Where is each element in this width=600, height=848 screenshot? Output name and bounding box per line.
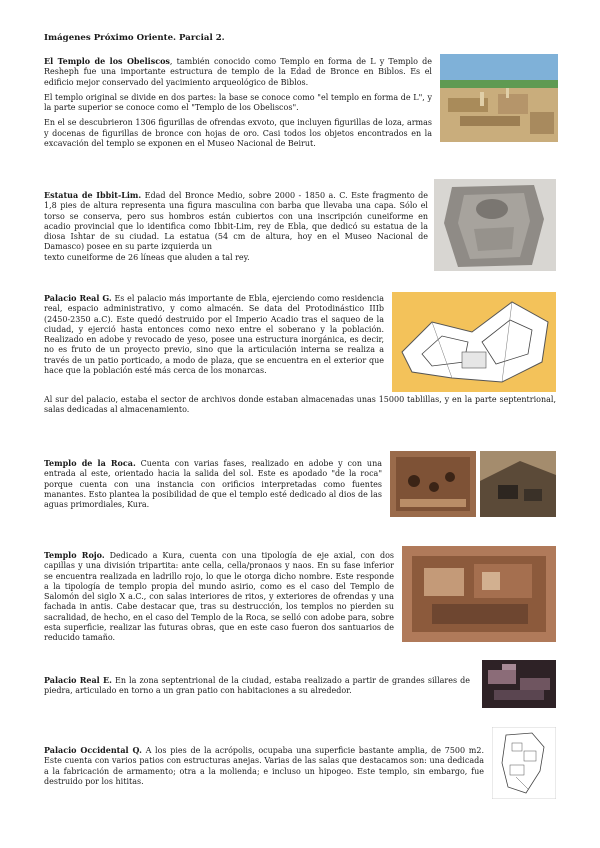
ibbit-lim-statue-photo [434,179,556,271]
section-palacio-real-g-cont [44,395,556,421]
paragraph [44,293,384,376]
section-templo-roca [44,458,382,515]
paragraph-text: Edad del Bronce Medio, sobre 2000 - 1850 a. C. Este fragmento de 1,8 pies de altura representa una figura masculina con barba que llevaba una capa. Sólo el torso se conserva, pero sus hombros están cubiertos con una inscripción cuneiforme en acadio provincial que lo identifica como Ibbit-Lim, rey de Ebla, que dedicó su estatua de la diosa Ishtar de su ciudad. La estatua (54 cm de altura, hoy en el Museo Nacional de Damasco) posee en su parte izquierda un [44,191,429,252]
paragraph-text: , también conocido como Templo en forma de L y Templo de Resheph fue una importante estructura de templo de la Edad de Bronce en Biblos. Es el edificio mejor conservado del yacimiento arqueológico de Biblos. [44,57,432,87]
page-title: Imágenes Próximo Oriente. Parcial 2. [44,33,225,43]
section-heading: Estatua de Ibbit-Lim. [44,190,142,200]
palacio-e-photo [482,660,556,708]
paragraph [44,458,382,510]
paragraph: En el se descubrieron 1306 figurillas de ofrendas exvoto, que incluyen figurillas de loza, armas y docenas de figurillas de bronce con hojas de oro. Casi todos los objetos encontrados en la excavación del templo se exponen en el Museo Nacional de Beirut. [44,118,432,149]
paragraph [44,550,394,644]
paragraph-text: Dedicado a Kura, cuenta con una tipología de eje axial, con dos capillas y una división tripartita: ante cella, cella/pronaos y naos. En su fase inferior se encuentra realizada en ladrillo rojo, lo que le otorga dicho nombre. Este responde a la tipología de templo propia del mundo asirio, como es el caso del Templo de Salomón del siglo X a.C., con salas interiores de ritos, y exteriores de ofrendas y una fachada in antis. Cabe destacar que, tras su destrucción, los templos no pierden su sacralidad, de hecho, en el caso del Templo de la Roca, se selló con adobe para, sobre esta superficie, realizar las futuras obras, que en este caso fueron dos santuarios de reducido tamaño. [44,551,394,643]
section-heading: Templo de la Roca. [44,458,136,468]
templo-roca-photo-2 [480,451,556,517]
section-ibbit-lim [44,190,428,268]
section-palacio-real-e [44,675,470,702]
section-templo-rojo [44,550,394,649]
templo-rojo-photo [402,546,556,642]
paragraph [44,56,432,88]
paragraph [44,190,428,263]
paragraph [44,675,470,697]
paragraph-text: A los pies de la acrópolis, ocupaba una superficie bastante amplia, de 7500 m2. Este cuenta con varios patios con estructuras anejas. Varias de las salas que destacamos son: una dedicada a la fabricación de armamento; otra a la molienda; e incluso un hipogeo. Este templo, sin embargo, fue destruido por los hititas. [44,746,485,786]
section-heading: El Templo de los Obeliscos [44,56,170,66]
palacio-q-plan-image [492,727,556,799]
paragraph: El templo original se divide en dos partes: la base se conoce como "el templo en forma de L", y la parte superior se conoce como el "Templo de los Obeliscos". [44,92,432,113]
section-palacio-real-g [44,293,384,381]
paragraph-text: En la zona septentrional de la ciudad, estaba realizado a partir de grandes sillares de piedra, articulado en torno a un gran patio con habitaciones a su alrededor. [44,676,470,696]
palacio-g-plan-image [392,292,556,392]
section-heading: Palacio Real E. [44,675,112,685]
obeliscos-temple-photo [440,54,558,142]
section-heading: Palacio Occidental Q. [44,745,142,755]
section-heading: Palacio Real G. [44,293,112,303]
section-heading: Templo Rojo. [44,550,105,560]
templo-roca-photo-1 [390,451,476,517]
section-obeliscos [44,56,432,154]
section-palacio-occidental-q [44,745,484,792]
paragraph [44,745,484,787]
paragraph-text: Cuenta con varias fases, realizado en adobe y con una entrada al este, orientado hacia la salida del sol. Este es apodado "de la roca" porque cuenta con una instancia con orificios interpretadas como fuentes manantes. Esto plantea la posibilidad de que el templo esté dedicado al dios de las aguas primordiales, Kura. [44,459,382,510]
paragraph-text: texto cuneiforme de 26 líneas que aluden a tal rey. [44,252,250,262]
paragraph: Al sur del palacio, estaba el sector de archivos donde estaban almacenadas unas 15000 tablillas, y en la parte septentrional, salas dedicadas al almacenamiento. [44,395,556,415]
paragraph-text: Es el palacio más importante de Ebla, ejerciendo como residencia real, espacio administrativo, y como almacén. Se data del Protodinástico IIIb (2450-2350 a.C). Este quedó destruido por el Imperio Acadio tras el saqueo de la ciudad, y ejerció hasta entonces como nexo entre el soberano y la población. Realizado en adobe y revocado de yeso, posee una estructura inorgánica, es decir, no es fruto de un proyecto previo, sino que la articulación interna se realiza a través de un patio porticado, a modo de plaza, que se encuentra en el exterior que hace que la población esté más cerca de los monarcas. [44,294,384,376]
